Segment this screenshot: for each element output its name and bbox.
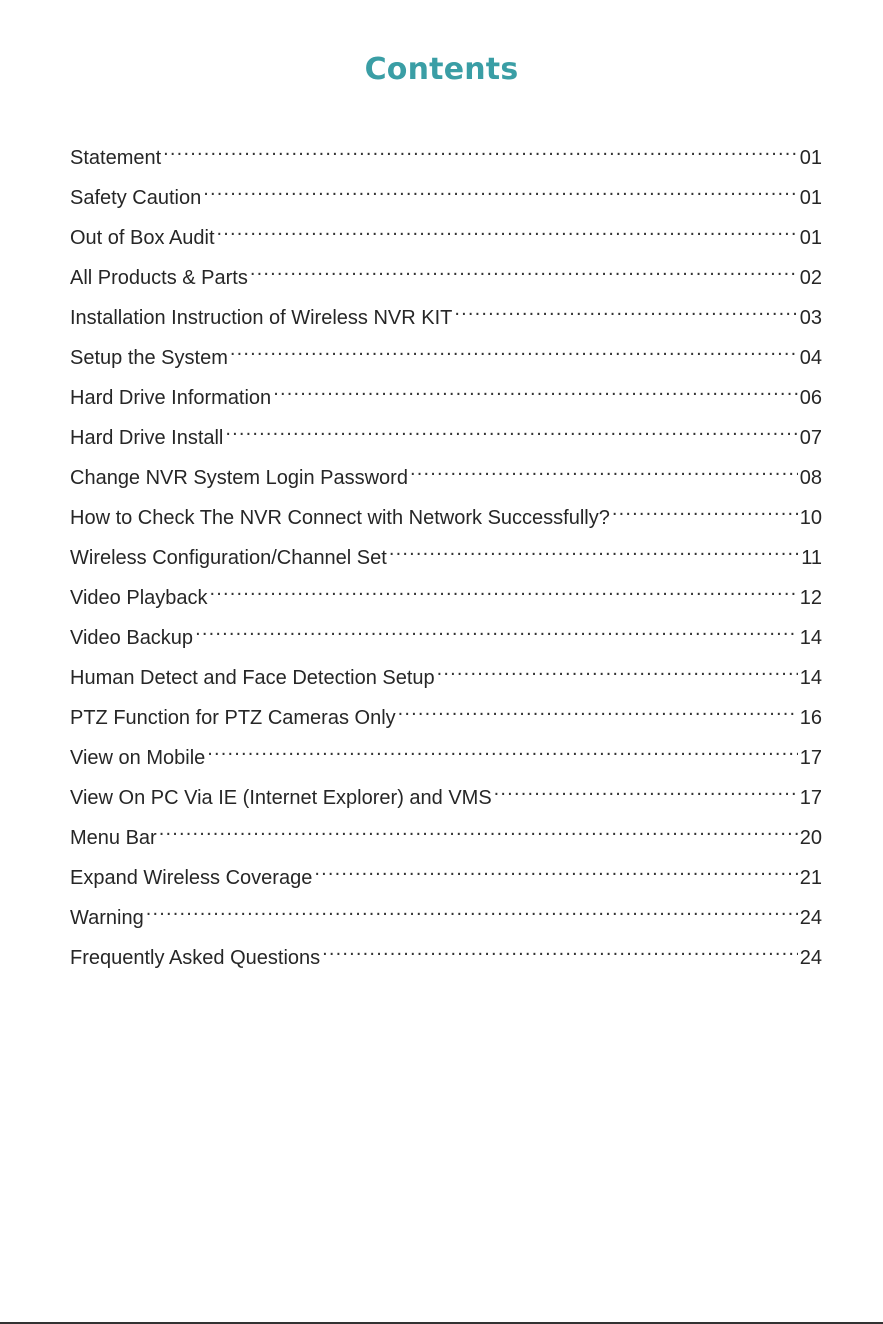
toc-entry[interactable] — [70, 454, 822, 494]
toc-entry-label: Human Detect and Face Detection Setup — [70, 667, 435, 689]
toc-entry-page: 21 — [799, 867, 822, 889]
toc-entry[interactable] — [70, 134, 822, 174]
toc-dot-leader — [250, 254, 798, 284]
toc-entry[interactable] — [70, 374, 822, 414]
toc-entry-label: Hard Drive Information — [70, 387, 272, 409]
toc-entry-label: Out of Box Audit — [70, 227, 215, 249]
toc-entry[interactable] — [70, 334, 822, 374]
toc-entry-label: View on Mobile — [70, 747, 206, 769]
toc-entry-page: 14 — [799, 627, 822, 649]
page-title: Contents — [364, 52, 519, 87]
toc-entry-page: 17 — [799, 787, 822, 809]
toc-entry-page: 20 — [799, 827, 822, 849]
toc-entry-label: Hard Drive Install — [70, 427, 224, 449]
toc-entry-page: 14 — [799, 667, 822, 689]
toc-entry[interactable] — [70, 534, 822, 574]
toc-dot-leader — [225, 414, 797, 444]
toc-entry-label: Installation Instruction of Wireless NVR KIT — [70, 307, 453, 329]
toc-entry-page: 11 — [801, 547, 822, 569]
toc-dot-leader — [230, 334, 798, 364]
toc-entry-label: Wireless Configuration/Channel Set — [70, 547, 387, 569]
toc-entry-page: 06 — [799, 387, 822, 409]
toc-dot-leader — [437, 654, 798, 684]
toc-entry-page: 02 — [799, 267, 822, 289]
toc-entry[interactable] — [70, 214, 822, 254]
toc-dot-leader — [203, 174, 798, 204]
toc-entry-label: All Products & Parts — [70, 267, 248, 289]
toc-dot-leader — [146, 894, 798, 924]
toc-dot-leader — [494, 774, 798, 804]
toc-entry-label: View On PC Via IE (Internet Explorer) and VMS — [70, 787, 492, 809]
toc-entry[interactable] — [70, 494, 822, 534]
toc-entry-label: PTZ Function for PTZ Cameras Only — [70, 707, 396, 729]
toc-entry-page: 03 — [799, 307, 822, 329]
toc-entry[interactable] — [70, 174, 822, 214]
toc-dot-leader — [195, 614, 798, 644]
toc-entry-label: Setup the System — [70, 347, 228, 369]
toc-entry-label: Video Backup — [70, 627, 194, 649]
toc-entry[interactable] — [70, 894, 822, 934]
toc-dot-leader — [314, 854, 797, 884]
toc-entry[interactable] — [70, 734, 822, 774]
toc-dot-leader — [207, 734, 797, 764]
toc-entry-page: 16 — [799, 707, 822, 729]
toc-entry[interactable] — [70, 654, 822, 694]
toc-entry[interactable] — [70, 614, 822, 654]
toc-dot-leader — [410, 454, 798, 484]
toc-dot-leader — [159, 814, 798, 844]
toc-entry-label: Video Playback — [70, 587, 208, 609]
toc-entry-page: 04 — [799, 347, 822, 369]
toc-entry-page: 10 — [799, 507, 822, 529]
toc-entry[interactable] — [70, 254, 822, 294]
toc-entry[interactable] — [70, 294, 822, 334]
toc-entry-label: Menu Bar — [70, 827, 157, 849]
toc-dot-leader — [398, 694, 798, 724]
toc-dot-leader — [454, 294, 797, 324]
toc-dot-leader — [322, 934, 798, 964]
toc-entry[interactable] — [70, 574, 822, 614]
toc-entry-page: 24 — [799, 947, 822, 969]
toc-entry[interactable] — [70, 774, 822, 814]
toc-entry-label: Warning — [70, 907, 144, 929]
toc-entry[interactable] — [70, 934, 822, 974]
toc-entry-page: 01 — [799, 227, 822, 249]
toc-entry[interactable] — [70, 694, 822, 734]
toc-entry-page: 12 — [799, 587, 822, 609]
table-of-contents — [70, 134, 822, 974]
toc-entry-label: Safety Caution — [70, 187, 202, 209]
toc-entry[interactable] — [70, 414, 822, 454]
toc-dot-leader — [217, 214, 798, 244]
toc-entry[interactable] — [70, 814, 822, 854]
toc-dot-leader — [612, 494, 798, 524]
toc-dot-leader — [163, 134, 798, 164]
toc-entry-page: 24 — [799, 907, 822, 929]
toc-dot-leader — [273, 374, 798, 404]
toc-entry-label: Expand Wireless Coverage — [70, 867, 313, 889]
toc-entry[interactable] — [70, 854, 822, 894]
toc-entry-page: 17 — [799, 747, 822, 769]
toc-dot-leader — [389, 534, 799, 564]
toc-entry-page: 08 — [799, 467, 822, 489]
toc-entry-page: 01 — [799, 187, 822, 209]
toc-entry-label: Statement — [70, 147, 162, 169]
toc-entry-label: How to Check The NVR Connect with Network Successfully? — [70, 507, 610, 529]
toc-entry-label: Change NVR System Login Password — [70, 467, 408, 489]
toc-entry-page: 07 — [799, 427, 822, 449]
toc-dot-leader — [210, 574, 798, 604]
toc-entry-page: 01 — [799, 147, 822, 169]
toc-entry-label: Frequently Asked Questions — [70, 947, 321, 969]
